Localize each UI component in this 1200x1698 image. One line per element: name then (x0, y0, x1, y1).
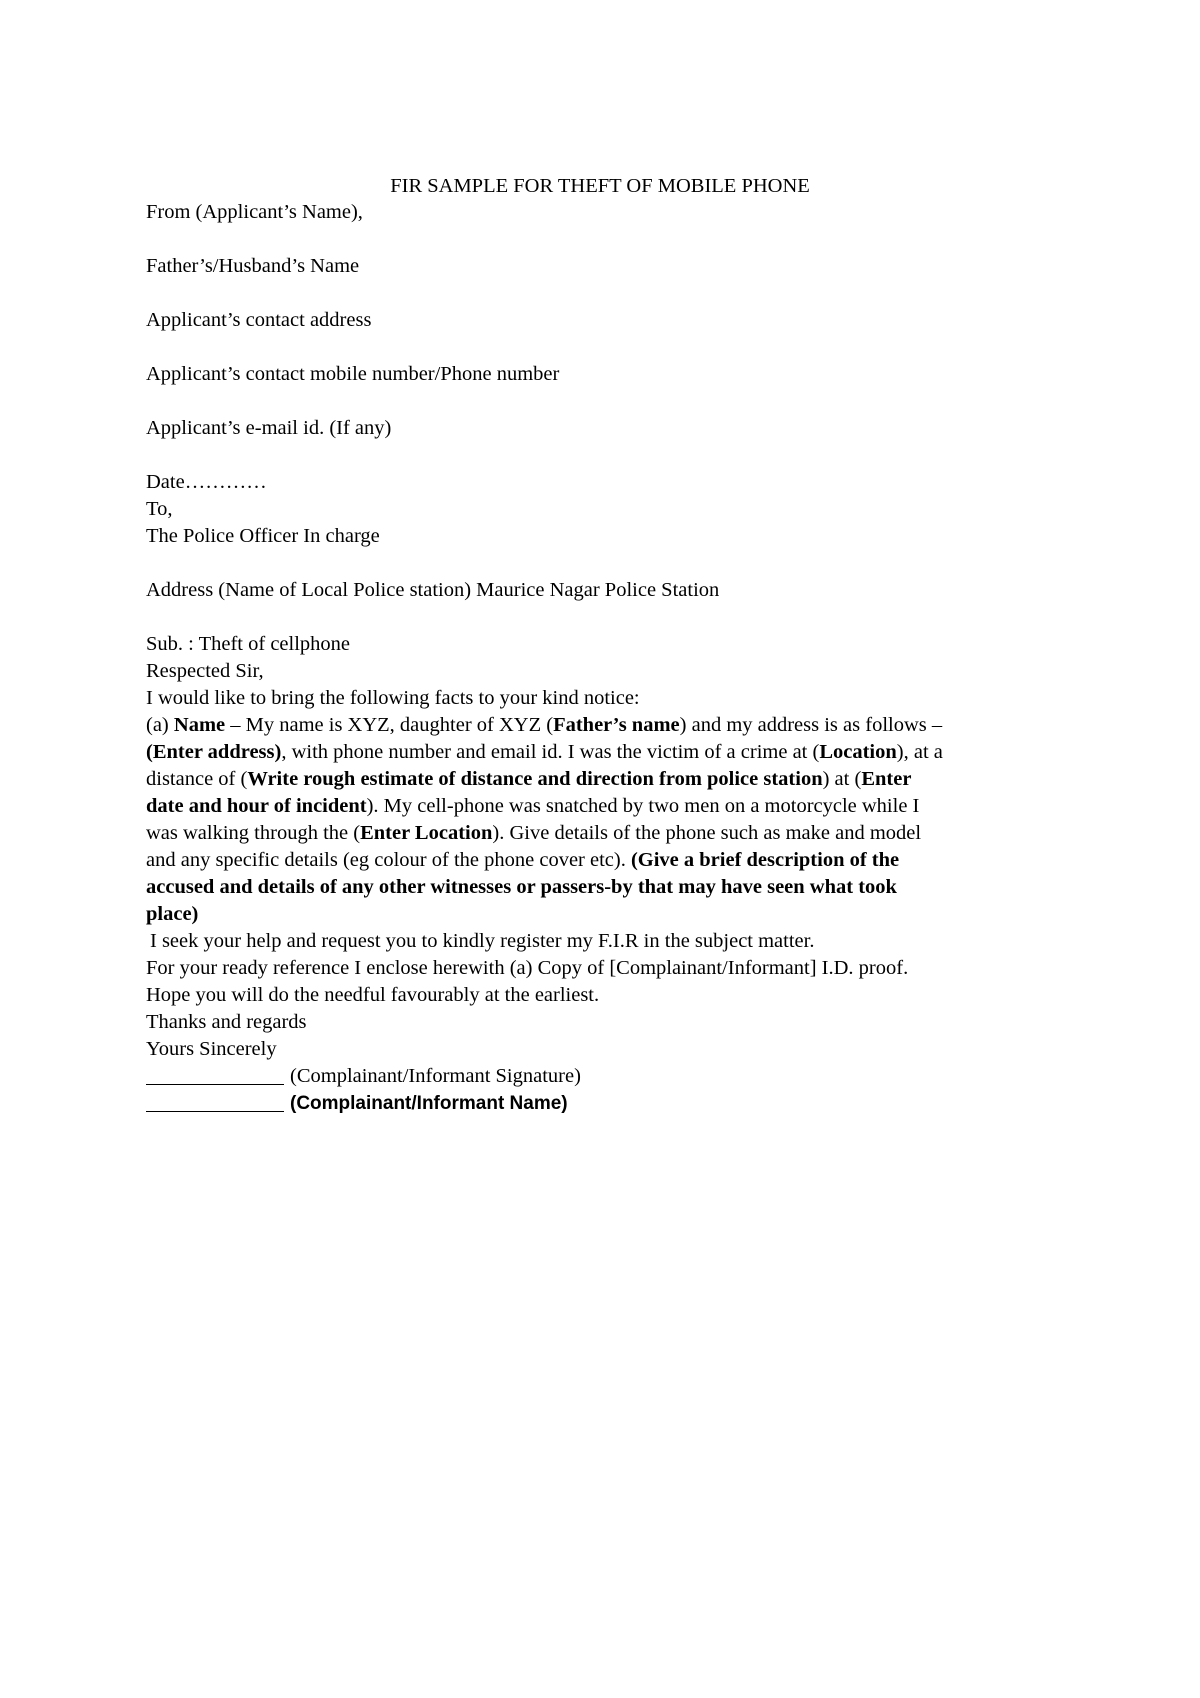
bold-phrase: (Give a brief description of the (630, 849, 900, 871)
body-text: ). Give details of the phone such as make and model (492, 822, 922, 844)
contact-number-line: Applicant’s contact mobile number/Phone number (146, 363, 560, 385)
body-text: was walking through the ( (146, 822, 361, 844)
body-line-6 (146, 847, 1086, 874)
bold-phrase: Enter Location (360, 822, 493, 844)
bold-phrase: Location (819, 741, 897, 763)
signature-blank (146, 1064, 284, 1085)
body-text: and any specific details (eg colour of the phone cover etc). (146, 849, 631, 871)
bold-phrase: Write rough estimate of distance and direction from police station (247, 768, 823, 790)
body-line-4 (146, 793, 1086, 820)
body-text: , with phone number and email id. I was the victim of a crime at ( (281, 741, 820, 763)
body-line-5 (146, 820, 1086, 847)
police-station-address-line: Address (Name of Local Police station) Maurice Nagar Police Station (146, 579, 720, 601)
bold-phrase: accused and details of any other witnesses or passers-by that may have seen what took (146, 876, 897, 898)
father-husband-name-line: Father’s/Husband’s Name (146, 255, 360, 277)
thanks-line: Thanks and regards (146, 1011, 307, 1033)
body-line-8 (146, 901, 1086, 928)
contact-address-line: Applicant’s contact address (146, 309, 372, 331)
bold-phrase: date and hour of incident (146, 795, 367, 817)
request-line: I seek your help and request you to kindly register my F.I.R in the subject matter. (150, 930, 815, 952)
intro-line: I would like to bring the following facts to your kind notice: (146, 687, 640, 709)
name-line (146, 1090, 1086, 1117)
officer-line: The Police Officer In charge (146, 525, 380, 547)
bold-phrase: Father’s name (553, 714, 680, 736)
body-line-7 (146, 874, 1086, 901)
body-text: ), at a (896, 741, 943, 763)
bold-phrase: Enter (861, 768, 912, 790)
body-line-2 (146, 739, 1086, 766)
subject-line: Sub. : Theft of cellphone (146, 633, 351, 655)
body-text: ) and my address is as follows – (679, 714, 943, 736)
body-line-1 (146, 712, 1086, 739)
body-text: (a) (146, 714, 174, 736)
yours-sincerely-line: Yours Sincerely (146, 1038, 277, 1060)
email-line: Applicant’s e-mail id. (If any) (146, 417, 392, 439)
date-line: Date………… (146, 471, 267, 493)
bold-phrase: place) (146, 903, 199, 925)
body-text: distance of ( (146, 768, 248, 790)
name-blank (146, 1091, 284, 1112)
body-text: ). My cell-phone was snatched by two men on a motorcycle while I (366, 795, 920, 817)
hope-line: Hope you will do the needful favourably at the earliest. (146, 984, 600, 1006)
salutation-line: Respected Sir, (146, 660, 264, 682)
body-text: – My name is XYZ, daughter of XYZ ( (225, 714, 554, 736)
enclosure-line: For your ready reference I enclose herewith (a) Copy of [Complainant/Informant] I.D. proof. (146, 957, 909, 979)
body-line-3 (146, 766, 1086, 793)
bold-phrase: (Enter address) (146, 741, 282, 763)
to-line: To, (146, 498, 173, 520)
name-label: (Complainant/Informant Name) (290, 1093, 568, 1114)
body-text: ) at ( (822, 768, 862, 790)
signature-label: (Complainant/Informant Signature) (290, 1065, 581, 1087)
bold-phrase: Name (173, 714, 226, 736)
from-line: From (Applicant’s Name), (146, 201, 363, 223)
signature-line (146, 1063, 1086, 1090)
document-title: FIR SAMPLE FOR THEFT OF MOBILE PHONE (390, 175, 810, 197)
